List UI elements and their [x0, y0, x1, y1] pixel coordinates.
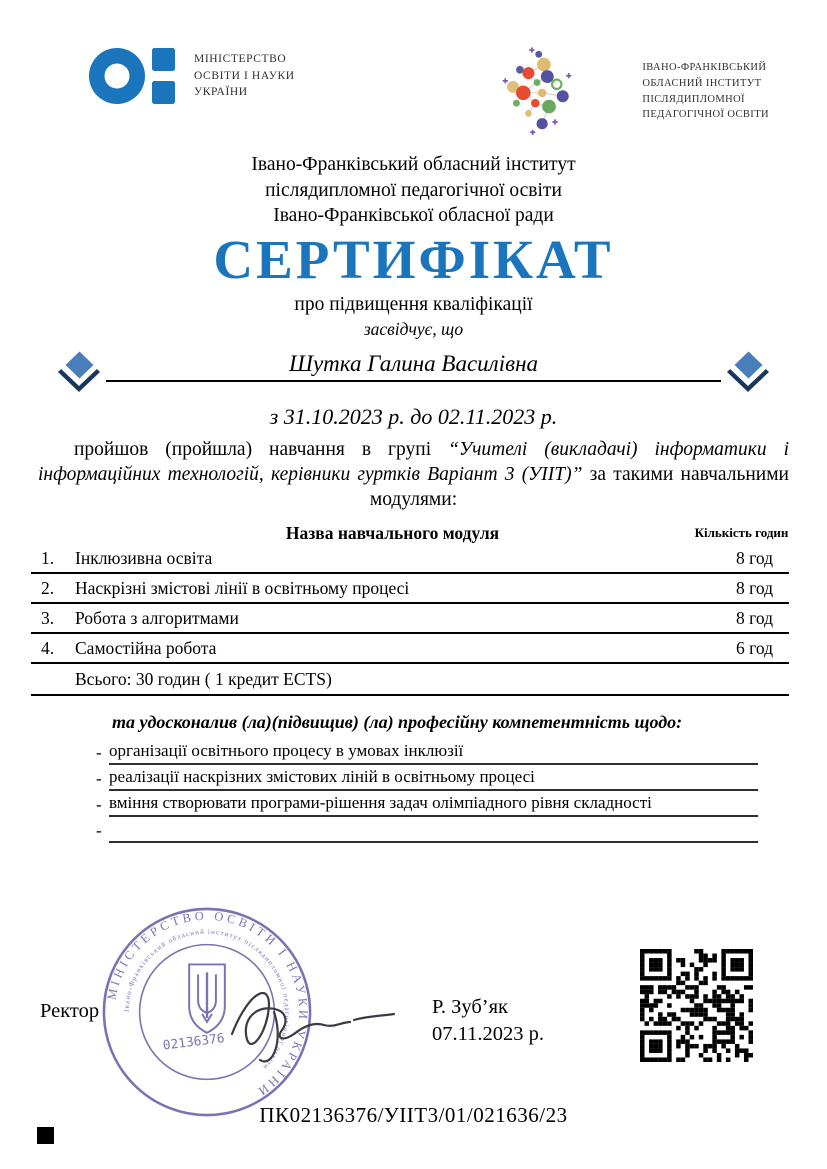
recipient-name-underline	[106, 346, 721, 382]
qr-code	[640, 949, 753, 1062]
issuer-heading	[0, 152, 827, 229]
item-dash: -	[96, 820, 102, 840]
row-number: 2.	[41, 577, 55, 598]
competencies-heading: та удосконалив (ла)(підвищив) (ла) професійну компетентність щодо:	[112, 711, 683, 732]
issuer-line2: післядипломної педагогічної освіти	[265, 179, 562, 201]
certificate-title: СЕРТИФІКАТ	[213, 229, 614, 291]
mon-name-line3: УКРАЇНИ	[194, 86, 248, 99]
competency-text: реалізації наскрізних змістових ліній в освітньому процесі	[109, 767, 758, 791]
signature	[222, 972, 407, 1072]
diamond-ornament-right-icon	[725, 344, 771, 394]
row-number: 1.	[41, 547, 55, 568]
stamp-outer-text: МІНІСТЕРСТВО ОСВІТИ І НАУКИ УКРАЇНИ	[104, 908, 311, 1100]
list-item	[96, 793, 758, 817]
module-name: Наскрізні змістові лінії в освітньому процесі	[75, 577, 410, 598]
module-hours: 8 год	[735, 607, 773, 628]
diamond-ornament-left-icon	[56, 344, 102, 394]
modules-table-header	[31, 523, 789, 544]
course-paragraph	[38, 438, 789, 513]
table-row	[31, 574, 789, 602]
institute-dots-logo-icon	[494, 44, 580, 140]
column-hours: Кількість годин	[694, 524, 789, 540]
module-hours: 8 год	[735, 577, 773, 598]
list-item	[96, 767, 758, 791]
signer-name: Р. Зуб’як	[432, 996, 508, 1018]
course-group-name: “Учителі (викладачі) інформатики і інформаційних технологій, керівники гуртків Варіант 3 (УІІТ)”	[38, 438, 790, 485]
issuer-line1: Івано-Франківський обласний інститут	[251, 154, 576, 175]
course-outro: за такими навчальними модулями:	[369, 463, 789, 510]
institute-name-line1: ІВАНО-ФРАНКІВСЬКИЙ	[642, 62, 767, 73]
modules-table	[31, 523, 789, 696]
mon-name-line1: МІНІСТЕРСТВО	[194, 52, 287, 65]
certifies-label: засвідчує, що	[363, 318, 464, 339]
module-name: Робота з алгоритмами	[75, 607, 239, 628]
institute-name	[642, 60, 769, 123]
competency-text: вміння створювати програми-рішення задач олімпіадного рівня складності	[109, 793, 758, 817]
column-module-name: Назва навчального модуля	[285, 522, 500, 543]
module-hours: 8 год	[735, 547, 773, 568]
competencies-list	[96, 741, 758, 843]
table-row	[31, 604, 789, 632]
module-name: Інклюзивна освіта	[75, 547, 213, 568]
item-dash: -	[96, 742, 102, 762]
competency-text	[109, 819, 758, 843]
certificate-subtitle: про підвищення кваліфікації	[294, 293, 533, 315]
recipient-name: Шутка Галина Василівна	[288, 350, 538, 376]
institute-logo-block	[494, 44, 769, 140]
list-item	[96, 819, 758, 843]
corner-mark	[37, 1127, 54, 1144]
course-intro: пройшов (пройшла) навчання в групі	[74, 438, 449, 460]
module-hours: 6 год	[735, 637, 773, 658]
competency-text: організації освітнього процесу в умовах інклюзії	[109, 741, 758, 765]
institute-name-line3: ПІСЛЯДИПЛОМНОЇ	[642, 93, 745, 105]
stamp-inner-text: Івано-Франківський обласний інститут післядипломної педагогічної освіти	[123, 928, 291, 1071]
mon-logo-icon	[88, 44, 178, 108]
mon-name	[194, 51, 295, 101]
certificate-number: ПК02136376/УІІТ3/01/021636/23	[259, 1103, 568, 1127]
row-number: 3.	[41, 607, 55, 628]
total-hours: Всього: 30 годин ( 1 кредит ECTS)	[75, 668, 332, 689]
module-name: Самостійна робота	[75, 637, 217, 658]
recipient-name-row	[56, 344, 771, 382]
table-rule	[31, 694, 789, 696]
signer-block	[432, 994, 544, 1047]
training-period: з 31.10.2023 р. до 02.11.2023 р.	[269, 403, 558, 429]
signing-date: 07.11.2023 р.	[432, 1022, 544, 1045]
mon-logo-block	[88, 44, 295, 108]
item-dash: -	[96, 768, 102, 788]
logo-header	[0, 0, 827, 140]
table-row	[31, 634, 789, 662]
rector-label: Ректор	[40, 1000, 100, 1022]
row-number: 4.	[41, 637, 55, 658]
institute-name-line4: ПЕДАГОГІЧНОЇ ОСВІТИ	[642, 109, 769, 121]
table-row	[31, 544, 789, 572]
stamp-number: 02136376	[162, 1031, 226, 1054]
institute-name-line2: ОБЛАСНИЙ ІНСТИТУТ	[642, 77, 762, 89]
mon-name-line2: ОСВІТИ І НАУКИ	[194, 69, 295, 82]
list-item	[96, 741, 758, 765]
item-dash: -	[96, 794, 102, 814]
issuer-line3: Івано-Франківської обласної ради	[273, 205, 554, 227]
